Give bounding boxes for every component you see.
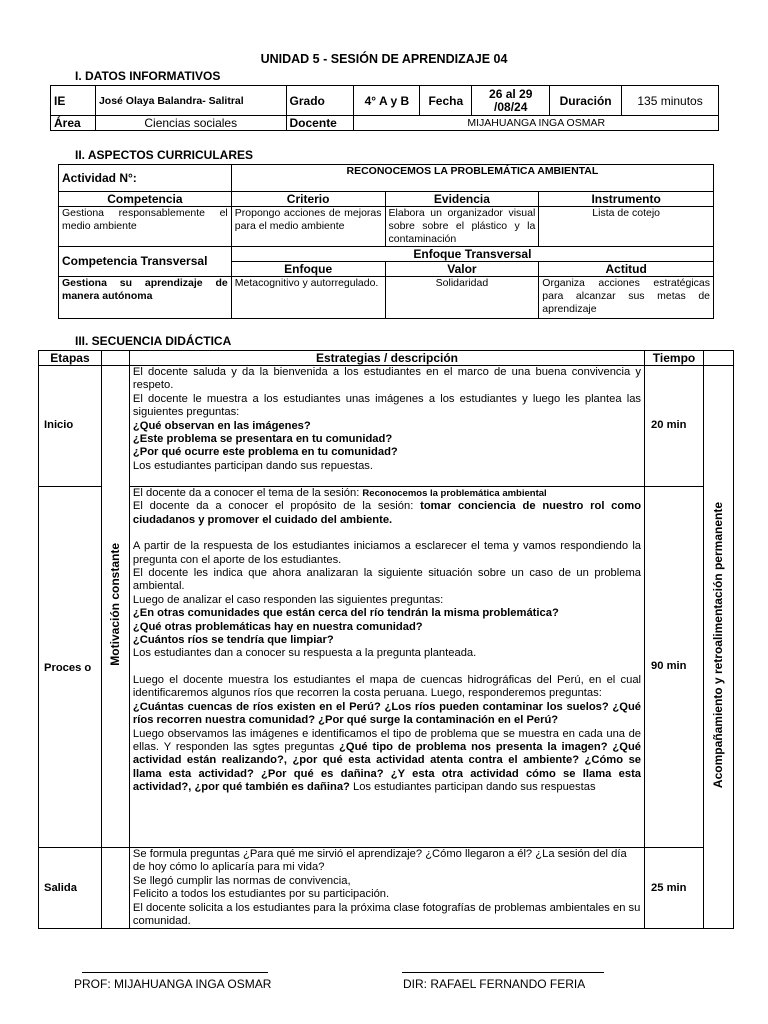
inicio-question-3: ¿Por qué ocurre este problema en tu comunidad? xyxy=(132,446,398,459)
area-label: Área xyxy=(51,116,96,131)
salida-blank xyxy=(101,848,129,929)
competencia-value: Gestiona responsablemente el medio ambiente xyxy=(59,207,232,247)
secuencia-didactica-table xyxy=(38,350,734,929)
salida-line-2: Se llegó cumplir las normas de convivencia, xyxy=(132,874,351,887)
col-blank-right xyxy=(703,351,733,366)
etapa-salida: Salida xyxy=(39,848,102,929)
col-valor: Valor xyxy=(385,262,539,277)
etapa-inicio: Inicio xyxy=(39,366,102,487)
actividad-value: RECONOCEMOS LA PROBLEMÁTICA AMBIENTAL xyxy=(231,165,713,192)
proceso-question-2: ¿Qué otras problemáticas hay en nuestra comunidad? xyxy=(132,620,423,633)
section-aspectos-curriculares: II. ASPECTOS CURRICULARES xyxy=(75,148,254,162)
col-instrumento: Instrumento xyxy=(539,192,714,207)
salida-description xyxy=(129,848,644,929)
proceso-tema: El docente da a conocer el tema de la sesión: Reconocemos la problemática ambiental xyxy=(132,487,547,499)
signature-dir: DIR: RAFAEL FERNANDO FERIA xyxy=(403,977,586,991)
section-secuencia-didactica: III. SECUENCIA DIDÁCTICA xyxy=(75,334,232,348)
inicio-description xyxy=(129,366,644,487)
competencia-transversal-label: Competencia Transversal xyxy=(59,247,232,277)
acompanamiento-cell xyxy=(703,366,733,929)
proceso-line-6: Los estudiantes dan a conocer su respuesta a la pregunta planteada. xyxy=(132,647,477,660)
duracion-label: Duración xyxy=(550,86,622,116)
col-tiempo: Tiempo xyxy=(645,351,704,366)
motivacion-label: Motivación constante xyxy=(107,542,122,666)
docente-value: MIJAHUANGA INGA OSMAR xyxy=(354,116,719,131)
docente-label: Docente xyxy=(286,116,354,131)
proceso-question-4: ¿Cuántas cuencas de ríos existen en el Perú? ¿Los ríos pueden contaminar los suelos? ¿Qué ríos recorren nuestra comunidad? ¿Por qué surge la contaminación en el Perú? xyxy=(132,700,642,727)
datos-informativos-table xyxy=(50,85,719,131)
proceso-line-7: Luego el docente muestra los estudiantes el mapa de cuencas hidrográficas del Perú, en el cual identificaremos algunos ríos que recorren la costa peruana. Luego, responderemos preguntas: xyxy=(132,673,642,700)
proceso-tiempo: 90 min xyxy=(645,487,704,848)
inicio-line-2: El docente le muestra a los estudiantes unas imágenes a los estudiantes y luego les plantea las siguientes preguntas: xyxy=(132,392,642,419)
salida-line-3: Felicito a todos los estudiantes por su participación. xyxy=(132,888,390,901)
col-competencia: Competencia xyxy=(59,192,232,207)
page-title: UNIDAD 5 - SESIÓN DE APRENDIZAJE 04 xyxy=(260,52,508,66)
inicio-question-2: ¿Este problema se presentara en tu comunidad? xyxy=(132,433,393,446)
inicio-tiempo: 20 min xyxy=(645,366,704,487)
valor-value: Solidaridad xyxy=(385,277,539,319)
col-criterio: Criterio xyxy=(231,192,385,207)
grado-value: 4° A y B xyxy=(354,86,420,116)
etapa-proceso: Proces o xyxy=(39,487,102,848)
motivacion-cell xyxy=(101,366,129,848)
salida-tiempo: 25 min xyxy=(645,848,704,929)
instrumento-value: Lista de cotejo xyxy=(539,207,714,247)
signature-line-prof xyxy=(82,972,268,973)
signature-line-dir xyxy=(402,972,604,973)
col-evidencia: Evidencia xyxy=(385,192,539,207)
actividad-label: Actividad N°: xyxy=(59,165,232,192)
inicio-question-1: ¿Qué observan en las imágenes? xyxy=(132,419,311,432)
proceso-line-8: Luego observamos las imágenes e identificamos el tipo de problema que se muestra en cada una de ellas. Y responden las sgtes preguntas ¿Qué tipo de problema nos presenta la imagen? ¿Qué actividad están realizando?, ¿por qué esta actividad atenta contra el ambiente? ¿Cómo se llama esta actividad? ¿Por qué es dañina? ¿Y esta otra actividad cómo se llama esta actividad?, ¿por qué también es dañina? Los estudiantes participan dando sus respuestas xyxy=(132,727,642,794)
fecha-label: Fecha xyxy=(420,86,472,116)
enfoque-value: Metacognitivo y autorregulado. xyxy=(231,277,385,319)
col-etapas: Etapas xyxy=(39,351,102,366)
actitud-value: Organiza acciones estratégicas para alcanzar sus metas de aprendizaje xyxy=(539,277,714,319)
proceso-question-3: ¿Cuántos ríos se tendría que limpiar? xyxy=(132,634,334,647)
aspectos-curriculares-table xyxy=(58,164,714,319)
inicio-line-1: El docente saluda y da la bienvenida a los estudiantes en el marco de una buena convivencia y respeto. xyxy=(132,366,642,392)
acompanamiento-label: Acompañamiento y retroalimentación permanente xyxy=(710,501,725,789)
signature-prof: PROF: MIJAHUANGA INGA OSMAR xyxy=(74,977,272,991)
proceso-line-4: El docente les indica que ahora analizaran la siguiente situación sobre un caso de un problema ambiental. xyxy=(132,567,642,593)
fecha-value: 26 al 29 /08/24 xyxy=(472,86,550,116)
col-enfoque: Enfoque xyxy=(231,262,385,277)
inicio-line-3: Los estudiantes participan dando sus repuestas. xyxy=(132,459,373,472)
ie-value: José Olaya Balandra- Salitral xyxy=(95,86,286,116)
area-value: Ciencias sociales xyxy=(95,116,286,131)
salida-line-4: El docente solicita a los estudiantes para la próxima clase fotografías de problemas ambientales en su comunidad. xyxy=(132,901,641,928)
col-blank xyxy=(101,351,129,366)
proceso-proposito: El docente da a conocer el propósito de la sesión: tomar conciencia de nuestro rol como ciudadanos y promover el cuidado del ambiente. xyxy=(132,500,642,526)
proceso-line-5: Luego de analizar el caso responden las siguientes preguntas: xyxy=(132,593,444,606)
criterio-value: Propongo acciones de mejoras para el medio ambiente xyxy=(231,207,385,247)
competencia-transversal-value: Gestiona su aprendizaje de manera autónoma xyxy=(59,277,232,319)
proceso-description xyxy=(129,487,644,848)
col-actitud: Actitud xyxy=(539,262,714,277)
enfoque-transversal-header: Enfoque Transversal xyxy=(231,247,713,262)
section-datos-informativos: I. DATOS INFORMATIVOS xyxy=(75,69,221,83)
salida-line-1: Se formula preguntas ¿Para qué me sirvió el aprendizaje? ¿Cómo llegaron a él? ¿La sesión del día de hoy cómo lo aplicaría para mi vida? xyxy=(132,848,627,874)
proceso-question-1: ¿En otras comunidades que están cerca del río tendrán la misma problemática? xyxy=(132,607,559,620)
evidencia-value: Elabora un organizador visual sobre sobre el plástico y la contaminación xyxy=(385,207,539,247)
duracion-value: 135 minutos xyxy=(622,86,719,116)
col-estrategias: Estrategias / descripción xyxy=(129,351,644,366)
proceso-line-3: A partir de la respuesta de los estudiantes iniciamos a esclarecer el tema y vamos respondiendo la pregunta con el aporte de los estudiantes. xyxy=(132,540,642,566)
grado-label: Grado xyxy=(286,86,354,116)
ie-label: IE xyxy=(51,86,96,116)
